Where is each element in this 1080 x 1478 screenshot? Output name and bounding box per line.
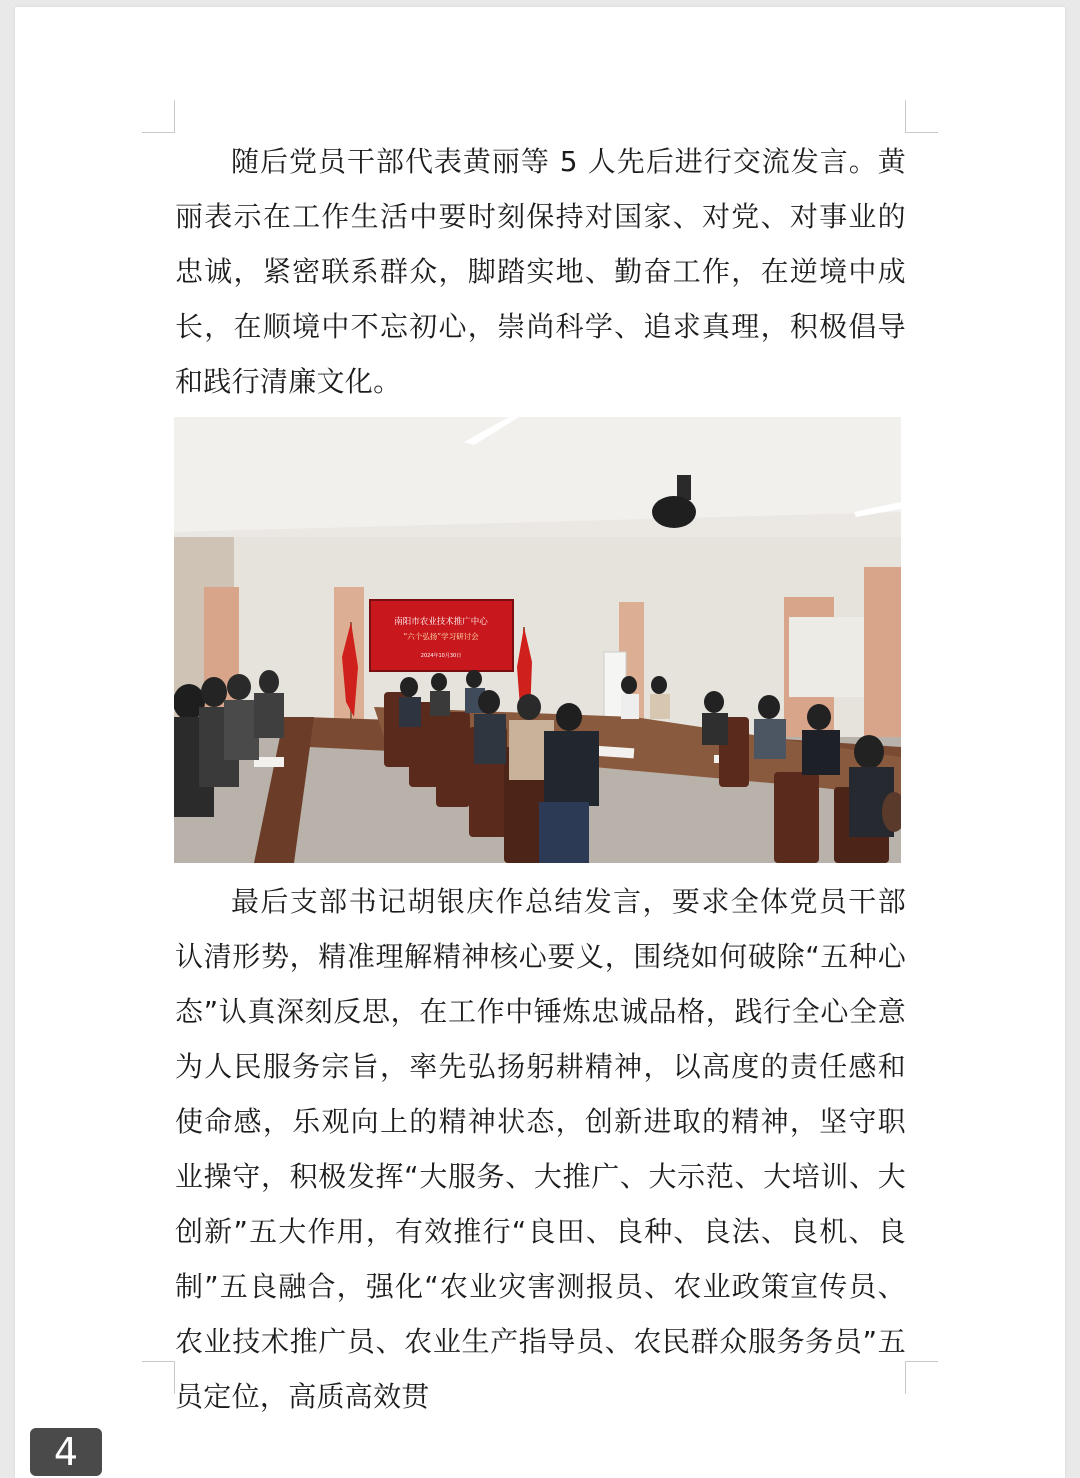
paragraph-1: 随后党员干部代表黄丽等 5 人先后进行交流发言。黄丽表示在工作生活中要时刻保持对国家、对党、对事业的忠诚，紧密联系群众，脚踏实地、勤奋工作，在逆境中成长，在顺境中不忘初心，崇尚科学、追求真理，积极倡导和践行清廉文化。 [175,145,906,398]
crop-mark-bottom-left [142,1361,175,1394]
screen-line-3: 2024年10月30日 [420,653,462,659]
meeting-photo [174,417,901,863]
paragraph-2: 最后支部书记胡银庆作总结发言，要求全体党员干部认清形势，精准理解精神核心要义，围绕如何破除“五种心态”认真深刻反思，在工作中锤炼忠诚品格，践行全心全意为人民服务宗旨，率先弘扬躬耕精神，以高度的责任感和使命感，乐观向上的精神状态，创新进取的精神，坚守职业操守，积极发挥“大服务、大推广、大示范、大培训、大创新”五大作用，有效推行“良田、良种、良法、良机、良制”五良融合，强化“农业灾害测报员、农业政策宣传员、农业技术推广员、农业生产指导员、农民群众服务务员”五员定位，高质高效贯 [175,885,906,1413]
page-number-badge: 4 [30,1428,102,1476]
crop-mark-top-left [142,100,175,133]
document-page [15,7,1065,1478]
screen-line-2: “六个弘扬”学习研讨会 [403,632,479,641]
crop-mark-top-right [905,100,938,133]
crop-mark-bottom-right [905,1361,938,1394]
screen-line-1: 南阳市农业技术推广中心 [394,617,488,627]
